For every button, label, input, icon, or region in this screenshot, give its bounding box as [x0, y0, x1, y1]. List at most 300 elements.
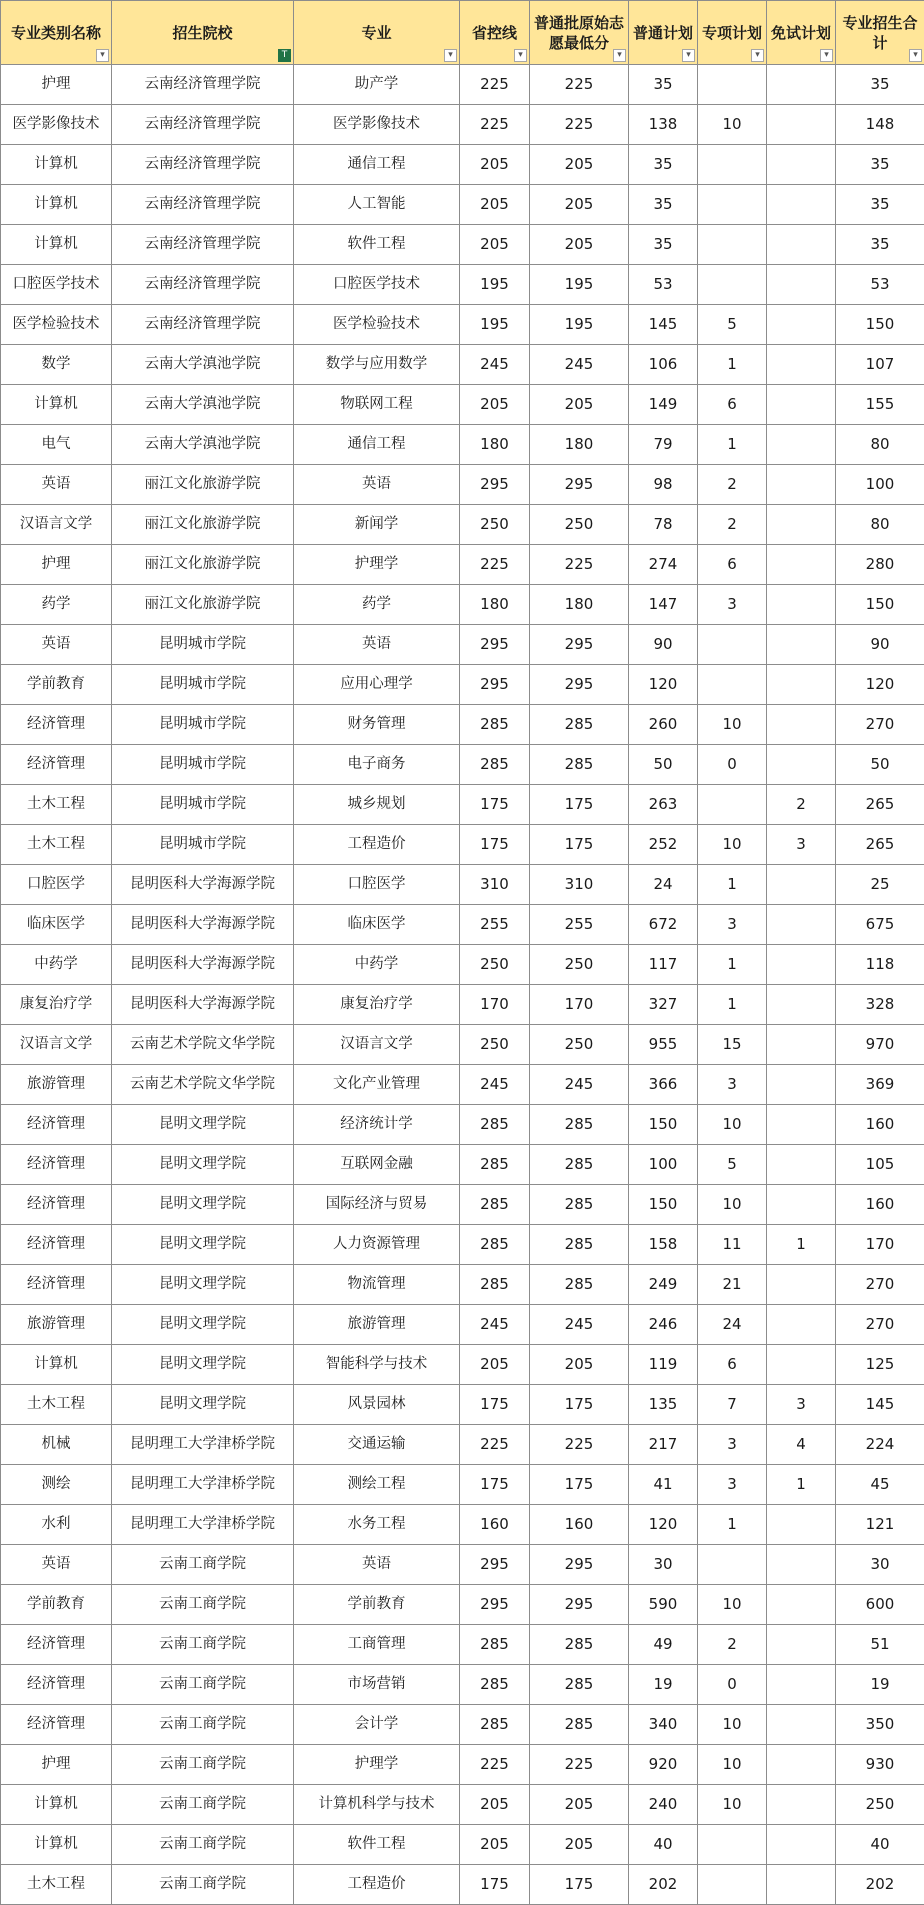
cell-total[interactable]: 51 — [836, 1625, 924, 1665]
cell-regular-plan[interactable]: 260 — [629, 705, 698, 745]
cell-regular-plan[interactable]: 53 — [629, 265, 698, 305]
cell-regular-plan[interactable]: 149 — [629, 385, 698, 425]
cell-major[interactable]: 英语 — [294, 625, 460, 665]
cell-control-line[interactable]: 285 — [460, 1225, 530, 1265]
cell-major[interactable]: 护理学 — [294, 545, 460, 585]
cell-control-line[interactable]: 285 — [460, 705, 530, 745]
cell-special-plan[interactable]: 10 — [698, 1745, 767, 1785]
filter-dropdown-icon[interactable]: ▾ — [514, 49, 527, 62]
cell-exempt-plan[interactable] — [767, 1025, 836, 1065]
cell-special-plan[interactable]: 6 — [698, 545, 767, 585]
cell-category[interactable]: 旅游管理 — [1, 1305, 112, 1345]
cell-min-score[interactable]: 250 — [530, 1025, 629, 1065]
cell-control-line[interactable]: 285 — [460, 1625, 530, 1665]
cell-special-plan[interactable] — [698, 145, 767, 185]
cell-school[interactable]: 丽江文化旅游学院 — [112, 545, 294, 585]
cell-special-plan[interactable]: 1 — [698, 865, 767, 905]
cell-control-line[interactable]: 160 — [460, 1505, 530, 1545]
cell-school[interactable]: 云南工商学院 — [112, 1865, 294, 1905]
cell-major[interactable]: 人工智能 — [294, 185, 460, 225]
cell-special-plan[interactable]: 2 — [698, 505, 767, 545]
cell-special-plan[interactable]: 10 — [698, 105, 767, 145]
cell-special-plan[interactable]: 2 — [698, 1625, 767, 1665]
cell-major[interactable]: 旅游管理 — [294, 1305, 460, 1345]
cell-major[interactable]: 智能科学与技术 — [294, 1345, 460, 1385]
cell-special-plan[interactable]: 6 — [698, 385, 767, 425]
cell-total[interactable]: 53 — [836, 265, 924, 305]
cell-regular-plan[interactable]: 150 — [629, 1105, 698, 1145]
cell-control-line[interactable]: 295 — [460, 1585, 530, 1625]
cell-min-score[interactable]: 295 — [530, 1585, 629, 1625]
cell-min-score[interactable]: 205 — [530, 1785, 629, 1825]
cell-exempt-plan[interactable] — [767, 1585, 836, 1625]
cell-major[interactable]: 通信工程 — [294, 145, 460, 185]
cell-school[interactable]: 云南大学滇池学院 — [112, 345, 294, 385]
cell-special-plan[interactable] — [698, 185, 767, 225]
cell-total[interactable]: 40 — [836, 1825, 924, 1865]
cell-special-plan[interactable]: 0 — [698, 745, 767, 785]
cell-total[interactable]: 148 — [836, 105, 924, 145]
cell-exempt-plan[interactable]: 3 — [767, 825, 836, 865]
cell-special-plan[interactable] — [698, 225, 767, 265]
filter-dropdown-icon[interactable]: ▾ — [682, 49, 695, 62]
cell-control-line[interactable]: 285 — [460, 745, 530, 785]
cell-major[interactable]: 计算机科学与技术 — [294, 1785, 460, 1825]
cell-total[interactable]: 35 — [836, 145, 924, 185]
cell-school[interactable]: 云南大学滇池学院 — [112, 385, 294, 425]
cell-exempt-plan[interactable] — [767, 185, 836, 225]
cell-school[interactable]: 云南工商学院 — [112, 1705, 294, 1745]
cell-major[interactable]: 医学检验技术 — [294, 305, 460, 345]
cell-category[interactable]: 护理 — [1, 1745, 112, 1785]
cell-major[interactable]: 人力资源管理 — [294, 1225, 460, 1265]
cell-special-plan[interactable]: 5 — [698, 305, 767, 345]
cell-major[interactable]: 测绘工程 — [294, 1465, 460, 1505]
cell-exempt-plan[interactable] — [767, 905, 836, 945]
cell-special-plan[interactable]: 2 — [698, 465, 767, 505]
cell-exempt-plan[interactable] — [767, 105, 836, 145]
cell-regular-plan[interactable]: 263 — [629, 785, 698, 825]
cell-exempt-plan[interactable] — [767, 1345, 836, 1385]
cell-min-score[interactable]: 160 — [530, 1505, 629, 1545]
cell-major[interactable]: 城乡规划 — [294, 785, 460, 825]
cell-school[interactable]: 云南大学滇池学院 — [112, 425, 294, 465]
cell-exempt-plan[interactable] — [767, 1265, 836, 1305]
cell-major[interactable]: 临床医学 — [294, 905, 460, 945]
cell-total[interactable]: 120 — [836, 665, 924, 705]
cell-category[interactable]: 中药学 — [1, 945, 112, 985]
cell-major[interactable]: 国际经济与贸易 — [294, 1185, 460, 1225]
cell-total[interactable]: 107 — [836, 345, 924, 385]
cell-special-plan[interactable] — [698, 1825, 767, 1865]
cell-special-plan[interactable] — [698, 265, 767, 305]
cell-special-plan[interactable]: 15 — [698, 1025, 767, 1065]
cell-major[interactable]: 口腔医学技术 — [294, 265, 460, 305]
cell-school[interactable]: 云南工商学院 — [112, 1625, 294, 1665]
cell-category[interactable]: 计算机 — [1, 1825, 112, 1865]
cell-control-line[interactable]: 205 — [460, 1345, 530, 1385]
cell-total[interactable]: 270 — [836, 1305, 924, 1345]
cell-special-plan[interactable]: 1 — [698, 985, 767, 1025]
cell-regular-plan[interactable]: 117 — [629, 945, 698, 985]
cell-exempt-plan[interactable]: 3 — [767, 1385, 836, 1425]
cell-exempt-plan[interactable] — [767, 625, 836, 665]
cell-exempt-plan[interactable] — [767, 305, 836, 345]
cell-min-score[interactable]: 245 — [530, 345, 629, 385]
cell-school[interactable]: 丽江文化旅游学院 — [112, 585, 294, 625]
cell-control-line[interactable]: 295 — [460, 465, 530, 505]
cell-control-line[interactable]: 285 — [460, 1665, 530, 1705]
cell-category[interactable]: 经济管理 — [1, 1665, 112, 1705]
cell-regular-plan[interactable]: 340 — [629, 1705, 698, 1745]
cell-exempt-plan[interactable] — [767, 1305, 836, 1345]
cell-total[interactable]: 250 — [836, 1785, 924, 1825]
cell-min-score[interactable]: 225 — [530, 1425, 629, 1465]
cell-control-line[interactable]: 225 — [460, 1425, 530, 1465]
cell-school[interactable]: 云南艺术学院文华学院 — [112, 1065, 294, 1105]
cell-regular-plan[interactable]: 246 — [629, 1305, 698, 1345]
cell-major[interactable]: 物流管理 — [294, 1265, 460, 1305]
cell-total[interactable]: 121 — [836, 1505, 924, 1545]
cell-school[interactable]: 丽江文化旅游学院 — [112, 505, 294, 545]
cell-category[interactable]: 计算机 — [1, 385, 112, 425]
cell-regular-plan[interactable]: 217 — [629, 1425, 698, 1465]
cell-min-score[interactable]: 175 — [530, 1865, 629, 1905]
cell-exempt-plan[interactable] — [767, 1185, 836, 1225]
cell-total[interactable]: 80 — [836, 505, 924, 545]
cell-min-score[interactable]: 180 — [530, 425, 629, 465]
cell-category[interactable]: 英语 — [1, 1545, 112, 1585]
cell-regular-plan[interactable]: 49 — [629, 1625, 698, 1665]
cell-exempt-plan[interactable] — [767, 985, 836, 1025]
cell-exempt-plan[interactable] — [767, 1145, 836, 1185]
cell-total[interactable]: 270 — [836, 1265, 924, 1305]
cell-category[interactable]: 口腔医学技术 — [1, 265, 112, 305]
cell-exempt-plan[interactable] — [767, 1065, 836, 1105]
cell-category[interactable]: 水利 — [1, 1505, 112, 1545]
cell-exempt-plan[interactable] — [767, 265, 836, 305]
cell-min-score[interactable]: 205 — [530, 185, 629, 225]
cell-major[interactable]: 药学 — [294, 585, 460, 625]
cell-major[interactable]: 学前教育 — [294, 1585, 460, 1625]
cell-major[interactable]: 助产学 — [294, 65, 460, 105]
cell-exempt-plan[interactable] — [767, 705, 836, 745]
cell-control-line[interactable]: 245 — [460, 1065, 530, 1105]
cell-special-plan[interactable]: 24 — [698, 1305, 767, 1345]
cell-regular-plan[interactable]: 100 — [629, 1145, 698, 1185]
cell-regular-plan[interactable]: 106 — [629, 345, 698, 385]
cell-regular-plan[interactable]: 135 — [629, 1385, 698, 1425]
cell-exempt-plan[interactable] — [767, 1505, 836, 1545]
cell-regular-plan[interactable]: 79 — [629, 425, 698, 465]
cell-total[interactable]: 19 — [836, 1665, 924, 1705]
cell-regular-plan[interactable]: 252 — [629, 825, 698, 865]
cell-control-line[interactable]: 250 — [460, 1025, 530, 1065]
cell-school[interactable]: 昆明文理学院 — [112, 1265, 294, 1305]
cell-total[interactable]: 265 — [836, 825, 924, 865]
cell-major[interactable]: 电子商务 — [294, 745, 460, 785]
cell-category[interactable]: 计算机 — [1, 225, 112, 265]
cell-school[interactable]: 昆明文理学院 — [112, 1225, 294, 1265]
cell-control-line[interactable]: 195 — [460, 265, 530, 305]
cell-exempt-plan[interactable] — [767, 145, 836, 185]
cell-category[interactable]: 学前教育 — [1, 1585, 112, 1625]
cell-total[interactable]: 25 — [836, 865, 924, 905]
cell-min-score[interactable]: 295 — [530, 625, 629, 665]
cell-total[interactable]: 970 — [836, 1025, 924, 1065]
cell-category[interactable]: 测绘 — [1, 1465, 112, 1505]
cell-min-score[interactable]: 255 — [530, 905, 629, 945]
cell-special-plan[interactable] — [698, 625, 767, 665]
cell-school[interactable]: 昆明医科大学海源学院 — [112, 985, 294, 1025]
cell-control-line[interactable]: 175 — [460, 1385, 530, 1425]
cell-school[interactable]: 云南经济管理学院 — [112, 145, 294, 185]
cell-total[interactable]: 160 — [836, 1105, 924, 1145]
cell-special-plan[interactable]: 3 — [698, 1065, 767, 1105]
cell-category[interactable]: 数学 — [1, 345, 112, 385]
cell-school[interactable]: 昆明医科大学海源学院 — [112, 865, 294, 905]
cell-school[interactable]: 昆明理工大学津桥学院 — [112, 1505, 294, 1545]
cell-major[interactable]: 工程造价 — [294, 1865, 460, 1905]
cell-control-line[interactable]: 205 — [460, 1785, 530, 1825]
cell-major[interactable]: 应用心理学 — [294, 665, 460, 705]
cell-special-plan[interactable]: 3 — [698, 1465, 767, 1505]
cell-school[interactable]: 云南工商学院 — [112, 1745, 294, 1785]
cell-regular-plan[interactable]: 240 — [629, 1785, 698, 1825]
cell-regular-plan[interactable]: 30 — [629, 1545, 698, 1585]
cell-category[interactable]: 临床医学 — [1, 905, 112, 945]
cell-exempt-plan[interactable] — [767, 585, 836, 625]
cell-control-line[interactable]: 205 — [460, 385, 530, 425]
cell-control-line[interactable]: 175 — [460, 825, 530, 865]
cell-category[interactable]: 学前教育 — [1, 665, 112, 705]
cell-school[interactable]: 昆明城市学院 — [112, 785, 294, 825]
cell-regular-plan[interactable]: 90 — [629, 625, 698, 665]
cell-special-plan[interactable]: 10 — [698, 825, 767, 865]
cell-total[interactable]: 100 — [836, 465, 924, 505]
cell-total[interactable]: 125 — [836, 1345, 924, 1385]
cell-special-plan[interactable]: 10 — [698, 1105, 767, 1145]
cell-school[interactable]: 云南经济管理学院 — [112, 225, 294, 265]
cell-min-score[interactable]: 205 — [530, 225, 629, 265]
cell-category[interactable]: 药学 — [1, 585, 112, 625]
cell-exempt-plan[interactable] — [767, 1745, 836, 1785]
cell-total[interactable]: 328 — [836, 985, 924, 1025]
cell-total[interactable]: 118 — [836, 945, 924, 985]
cell-category[interactable]: 经济管理 — [1, 1225, 112, 1265]
cell-regular-plan[interactable]: 98 — [629, 465, 698, 505]
cell-category[interactable]: 经济管理 — [1, 1265, 112, 1305]
cell-special-plan[interactable]: 1 — [698, 945, 767, 985]
cell-school[interactable]: 昆明医科大学海源学院 — [112, 905, 294, 945]
cell-school[interactable]: 昆明文理学院 — [112, 1145, 294, 1185]
cell-control-line[interactable]: 195 — [460, 305, 530, 345]
cell-total[interactable]: 35 — [836, 185, 924, 225]
cell-school[interactable]: 昆明城市学院 — [112, 705, 294, 745]
cell-control-line[interactable]: 285 — [460, 1185, 530, 1225]
cell-major[interactable]: 会计学 — [294, 1705, 460, 1745]
cell-special-plan[interactable]: 3 — [698, 905, 767, 945]
cell-total[interactable]: 369 — [836, 1065, 924, 1105]
cell-min-score[interactable]: 205 — [530, 1825, 629, 1865]
cell-category[interactable]: 经济管理 — [1, 705, 112, 745]
cell-total[interactable]: 145 — [836, 1385, 924, 1425]
cell-exempt-plan[interactable] — [767, 745, 836, 785]
cell-special-plan[interactable]: 7 — [698, 1385, 767, 1425]
cell-min-score[interactable]: 295 — [530, 465, 629, 505]
cell-min-score[interactable]: 285 — [530, 1625, 629, 1665]
cell-control-line[interactable]: 180 — [460, 425, 530, 465]
cell-category[interactable]: 计算机 — [1, 1345, 112, 1385]
cell-category[interactable]: 医学检验技术 — [1, 305, 112, 345]
filter-dropdown-icon[interactable]: ▾ — [909, 49, 922, 62]
cell-control-line[interactable]: 295 — [460, 665, 530, 705]
cell-school[interactable]: 云南经济管理学院 — [112, 305, 294, 345]
cell-total[interactable]: 35 — [836, 225, 924, 265]
cell-min-score[interactable]: 285 — [530, 1705, 629, 1745]
cell-school[interactable]: 云南艺术学院文华学院 — [112, 1025, 294, 1065]
cell-category[interactable]: 土木工程 — [1, 1865, 112, 1905]
cell-control-line[interactable]: 180 — [460, 585, 530, 625]
cell-special-plan[interactable]: 6 — [698, 1345, 767, 1385]
cell-min-score[interactable]: 205 — [530, 385, 629, 425]
cell-special-plan[interactable]: 10 — [698, 1185, 767, 1225]
cell-school[interactable]: 云南工商学院 — [112, 1585, 294, 1625]
cell-major[interactable]: 软件工程 — [294, 1825, 460, 1865]
cell-school[interactable]: 云南经济管理学院 — [112, 265, 294, 305]
filter-dropdown-icon[interactable]: ▾ — [820, 49, 833, 62]
cell-regular-plan[interactable]: 955 — [629, 1025, 698, 1065]
cell-total[interactable]: 202 — [836, 1865, 924, 1905]
cell-total[interactable]: 224 — [836, 1425, 924, 1465]
cell-control-line[interactable]: 205 — [460, 1825, 530, 1865]
cell-category[interactable]: 口腔医学 — [1, 865, 112, 905]
cell-exempt-plan[interactable] — [767, 1705, 836, 1745]
cell-min-score[interactable]: 285 — [530, 1665, 629, 1705]
cell-special-plan[interactable]: 5 — [698, 1145, 767, 1185]
cell-category[interactable]: 经济管理 — [1, 1145, 112, 1185]
cell-regular-plan[interactable]: 35 — [629, 65, 698, 105]
cell-major[interactable]: 软件工程 — [294, 225, 460, 265]
cell-regular-plan[interactable]: 120 — [629, 665, 698, 705]
cell-school[interactable]: 昆明文理学院 — [112, 1105, 294, 1145]
cell-control-line[interactable]: 295 — [460, 1545, 530, 1585]
cell-exempt-plan[interactable] — [767, 1825, 836, 1865]
cell-regular-plan[interactable]: 147 — [629, 585, 698, 625]
cell-school[interactable]: 昆明文理学院 — [112, 1385, 294, 1425]
cell-school[interactable]: 昆明理工大学津桥学院 — [112, 1465, 294, 1505]
cell-major[interactable]: 口腔医学 — [294, 865, 460, 905]
cell-major[interactable]: 新闻学 — [294, 505, 460, 545]
cell-exempt-plan[interactable] — [767, 225, 836, 265]
cell-school[interactable]: 云南经济管理学院 — [112, 185, 294, 225]
cell-major[interactable]: 文化产业管理 — [294, 1065, 460, 1105]
cell-regular-plan[interactable]: 202 — [629, 1865, 698, 1905]
cell-category[interactable]: 经济管理 — [1, 745, 112, 785]
cell-school[interactable]: 昆明城市学院 — [112, 825, 294, 865]
cell-school[interactable]: 昆明城市学院 — [112, 665, 294, 705]
cell-min-score[interactable]: 245 — [530, 1305, 629, 1345]
cell-min-score[interactable]: 285 — [530, 1145, 629, 1185]
filter-active-icon[interactable]: T — [278, 49, 291, 62]
cell-total[interactable]: 90 — [836, 625, 924, 665]
cell-school[interactable]: 云南经济管理学院 — [112, 65, 294, 105]
cell-regular-plan[interactable]: 78 — [629, 505, 698, 545]
filter-dropdown-icon[interactable]: ▾ — [751, 49, 764, 62]
cell-school[interactable]: 云南经济管理学院 — [112, 105, 294, 145]
cell-major[interactable]: 康复治疗学 — [294, 985, 460, 1025]
cell-regular-plan[interactable]: 145 — [629, 305, 698, 345]
cell-min-score[interactable]: 225 — [530, 1745, 629, 1785]
cell-category[interactable]: 经济管理 — [1, 1185, 112, 1225]
cell-control-line[interactable]: 205 — [460, 185, 530, 225]
cell-major[interactable]: 财务管理 — [294, 705, 460, 745]
cell-total[interactable]: 265 — [836, 785, 924, 825]
cell-special-plan[interactable]: 10 — [698, 1585, 767, 1625]
cell-min-score[interactable]: 285 — [530, 1265, 629, 1305]
cell-regular-plan[interactable]: 672 — [629, 905, 698, 945]
cell-regular-plan[interactable]: 150 — [629, 1185, 698, 1225]
cell-control-line[interactable]: 170 — [460, 985, 530, 1025]
cell-major[interactable]: 物联网工程 — [294, 385, 460, 425]
cell-control-line[interactable]: 250 — [460, 945, 530, 985]
cell-special-plan[interactable]: 11 — [698, 1225, 767, 1265]
cell-min-score[interactable]: 250 — [530, 945, 629, 985]
cell-min-score[interactable]: 310 — [530, 865, 629, 905]
cell-school[interactable]: 昆明理工大学津桥学院 — [112, 1425, 294, 1465]
cell-total[interactable]: 80 — [836, 425, 924, 465]
cell-exempt-plan[interactable] — [767, 945, 836, 985]
cell-total[interactable]: 45 — [836, 1465, 924, 1505]
cell-total[interactable]: 930 — [836, 1745, 924, 1785]
cell-min-score[interactable]: 285 — [530, 745, 629, 785]
cell-major[interactable]: 通信工程 — [294, 425, 460, 465]
cell-regular-plan[interactable]: 327 — [629, 985, 698, 1025]
cell-min-score[interactable]: 195 — [530, 305, 629, 345]
cell-exempt-plan[interactable]: 2 — [767, 785, 836, 825]
cell-control-line[interactable]: 285 — [460, 1705, 530, 1745]
cell-category[interactable]: 计算机 — [1, 185, 112, 225]
cell-exempt-plan[interactable] — [767, 65, 836, 105]
cell-total[interactable]: 170 — [836, 1225, 924, 1265]
cell-regular-plan[interactable]: 274 — [629, 545, 698, 585]
cell-category[interactable]: 护理 — [1, 545, 112, 585]
cell-school[interactable]: 云南工商学院 — [112, 1545, 294, 1585]
cell-total[interactable]: 600 — [836, 1585, 924, 1625]
cell-category[interactable]: 电气 — [1, 425, 112, 465]
cell-total[interactable]: 105 — [836, 1145, 924, 1185]
cell-regular-plan[interactable]: 35 — [629, 225, 698, 265]
cell-exempt-plan[interactable] — [767, 1545, 836, 1585]
cell-exempt-plan[interactable] — [767, 1865, 836, 1905]
cell-exempt-plan[interactable] — [767, 505, 836, 545]
cell-major[interactable]: 市场营销 — [294, 1665, 460, 1705]
cell-regular-plan[interactable]: 920 — [629, 1745, 698, 1785]
cell-min-score[interactable]: 285 — [530, 1105, 629, 1145]
cell-special-plan[interactable]: 21 — [698, 1265, 767, 1305]
cell-exempt-plan[interactable] — [767, 665, 836, 705]
cell-category[interactable]: 经济管理 — [1, 1625, 112, 1665]
cell-exempt-plan[interactable] — [767, 425, 836, 465]
cell-major[interactable]: 经济统计学 — [294, 1105, 460, 1145]
cell-major[interactable]: 水务工程 — [294, 1505, 460, 1545]
cell-control-line[interactable]: 205 — [460, 145, 530, 185]
cell-control-line[interactable]: 250 — [460, 505, 530, 545]
cell-major[interactable]: 英语 — [294, 1545, 460, 1585]
cell-category[interactable]: 汉语言文学 — [1, 505, 112, 545]
cell-control-line[interactable]: 245 — [460, 345, 530, 385]
cell-special-plan[interactable]: 10 — [698, 1705, 767, 1745]
